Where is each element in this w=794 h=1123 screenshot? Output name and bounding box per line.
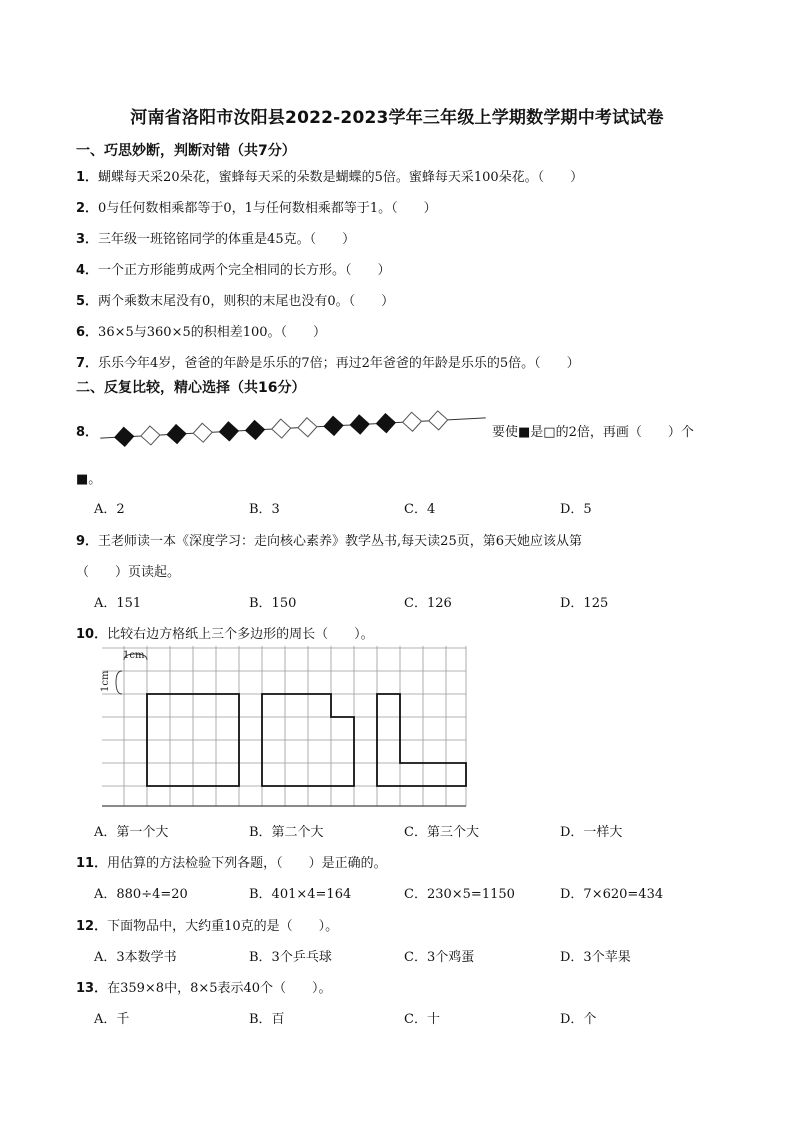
hollow-diamond bbox=[140, 425, 160, 445]
question-4 bbox=[76, 259, 391, 278]
option-c[interactable]: C．230×5=1150 bbox=[404, 887, 515, 902]
hollow-diamond bbox=[193, 423, 213, 443]
question-5 bbox=[76, 290, 394, 309]
question-10 bbox=[76, 623, 374, 642]
option-d[interactable]: D．3个苹果 bbox=[560, 950, 631, 965]
option-d[interactable]: D．7×620=434 bbox=[560, 887, 664, 902]
question-text: 在359×8中，8×5表示40个（ ）。 bbox=[107, 981, 332, 996]
question-number: 3． bbox=[76, 232, 99, 247]
scale-brace-vertical bbox=[116, 671, 122, 694]
question-text: 蝴蝶每天采20朵花，蜜蜂每天采的朵数是蝴蝶的5倍。蜜蜂每天采100朵花。（ ） bbox=[98, 170, 584, 185]
question-12-options bbox=[94, 946, 734, 964]
question-10-options bbox=[94, 821, 734, 839]
question-text: 下面物品中，大约重10克的是（ ）。 bbox=[107, 919, 339, 934]
question-9-text-continued: （ ）页读起。 bbox=[76, 565, 181, 580]
filled-diamond bbox=[376, 413, 396, 433]
question-number: 4． bbox=[76, 263, 99, 278]
question-1 bbox=[76, 166, 583, 185]
option-b[interactable]: B．3个乒乓球 bbox=[249, 950, 332, 965]
question-text: 用估算的方法检验下列各题，（ ）是正确的。 bbox=[107, 856, 387, 871]
question-12 bbox=[76, 915, 338, 934]
option-a[interactable]: A．千 bbox=[94, 1012, 130, 1027]
option-a[interactable]: A．151 bbox=[94, 596, 142, 611]
question-8-text-continued: ■。 bbox=[76, 472, 102, 487]
question-2 bbox=[76, 197, 437, 216]
option-c[interactable]: C．第三个大 bbox=[404, 825, 479, 840]
question-7 bbox=[76, 352, 580, 371]
diamond-row-figure bbox=[100, 406, 486, 450]
option-b[interactable]: B．百 bbox=[249, 1012, 285, 1027]
question-13 bbox=[76, 977, 332, 996]
question-11-options bbox=[94, 883, 734, 901]
option-d[interactable]: D．一样大 bbox=[560, 825, 623, 840]
option-b[interactable]: B．150 bbox=[249, 596, 297, 611]
option-c[interactable]: C．3个鸡蛋 bbox=[404, 950, 475, 965]
section-1-heading: 一、巧思妙断，判断对错（共7分） bbox=[76, 143, 296, 159]
grid-lines bbox=[102, 646, 466, 806]
question-text: 比较右边方格纸上三个多边形的周长（ ）。 bbox=[107, 627, 374, 642]
filled-diamond bbox=[167, 424, 187, 444]
question-9 bbox=[76, 530, 582, 549]
question-number: 6． bbox=[76, 325, 99, 340]
filled-diamond bbox=[350, 415, 370, 435]
section-2-heading: 二、反复比较，精心选择（共16分） bbox=[76, 380, 306, 396]
filled-diamond bbox=[114, 427, 134, 447]
question-number: 1． bbox=[76, 170, 99, 185]
option-d[interactable]: D．5 bbox=[560, 502, 592, 517]
grid-figure bbox=[96, 646, 468, 810]
filled-diamond bbox=[324, 416, 344, 436]
question-number: 9． bbox=[76, 534, 99, 549]
filled-diamond bbox=[245, 420, 265, 440]
option-b[interactable]: B．401×4=164 bbox=[249, 887, 352, 902]
question-number: 10． bbox=[76, 627, 108, 642]
question-text: 0与任何数相乘都等于0，1与任何数相乘都等于1。（ ） bbox=[98, 201, 437, 216]
question-6 bbox=[76, 321, 326, 340]
question-3 bbox=[76, 228, 355, 247]
scale-label-horizontal: 1cm bbox=[123, 650, 145, 661]
option-a[interactable]: A．3本数学书 bbox=[94, 950, 177, 965]
scale-label-vertical: 1cm bbox=[100, 670, 111, 692]
question-text: 36×5与360×5的积相差100。（ ） bbox=[98, 325, 327, 340]
option-a[interactable]: A．880÷4=20 bbox=[94, 887, 188, 902]
option-c[interactable]: C．126 bbox=[404, 596, 452, 611]
question-number: 13． bbox=[76, 981, 108, 996]
question-text: 一个正方形能剪成两个完全相同的长方形。（ ） bbox=[98, 263, 391, 278]
option-b[interactable]: B．3 bbox=[249, 502, 280, 517]
question-text: 两个乘数末尾没有0，则积的末尾也没有0。（ ） bbox=[98, 294, 395, 309]
option-c[interactable]: C．4 bbox=[404, 502, 436, 517]
question-8-options bbox=[94, 498, 734, 516]
question-8-text: 要使■是□的2倍，再画（ ）个 bbox=[492, 425, 694, 440]
question-11 bbox=[76, 852, 387, 871]
exam-title: 河南省洛阳市汝阳县2022-2023学年三年级上学期数学期中考试试卷 bbox=[130, 108, 664, 128]
option-a[interactable]: A．2 bbox=[94, 502, 125, 517]
question-13-options bbox=[94, 1008, 734, 1026]
question-number: 2． bbox=[76, 201, 99, 216]
option-d[interactable]: D．个 bbox=[560, 1012, 597, 1027]
question-number: 7． bbox=[76, 356, 99, 371]
question-text: 王老师读一本《深度学习：走向核心素养》教学丛书,每天读25页，第6天她应该从第 bbox=[98, 534, 582, 549]
hollow-diamond bbox=[402, 412, 422, 432]
diamond-group bbox=[114, 410, 448, 446]
question-number: 11． bbox=[76, 856, 108, 871]
question-number: 12． bbox=[76, 919, 108, 934]
question-9-options bbox=[94, 592, 734, 610]
hollow-diamond bbox=[428, 410, 448, 430]
question-text: 三年级一班铭铭同学的体重是45克。（ ） bbox=[98, 232, 356, 247]
hollow-diamond bbox=[271, 419, 291, 439]
question-number: 8． bbox=[76, 425, 99, 440]
option-d[interactable]: D．125 bbox=[560, 596, 609, 611]
option-a[interactable]: A．第一个大 bbox=[94, 825, 169, 840]
question-text: 乐乐今年4岁，爸爸的年龄是乐乐的7倍；再过2年爸爸的年龄是乐乐的5倍。（ ） bbox=[98, 356, 580, 371]
question-8-number bbox=[76, 421, 98, 440]
filled-diamond bbox=[219, 421, 239, 441]
hollow-diamond bbox=[297, 417, 317, 437]
question-number: 5． bbox=[76, 294, 99, 309]
option-c[interactable]: C．十 bbox=[404, 1012, 440, 1027]
option-b[interactable]: B．第二个大 bbox=[249, 825, 324, 840]
